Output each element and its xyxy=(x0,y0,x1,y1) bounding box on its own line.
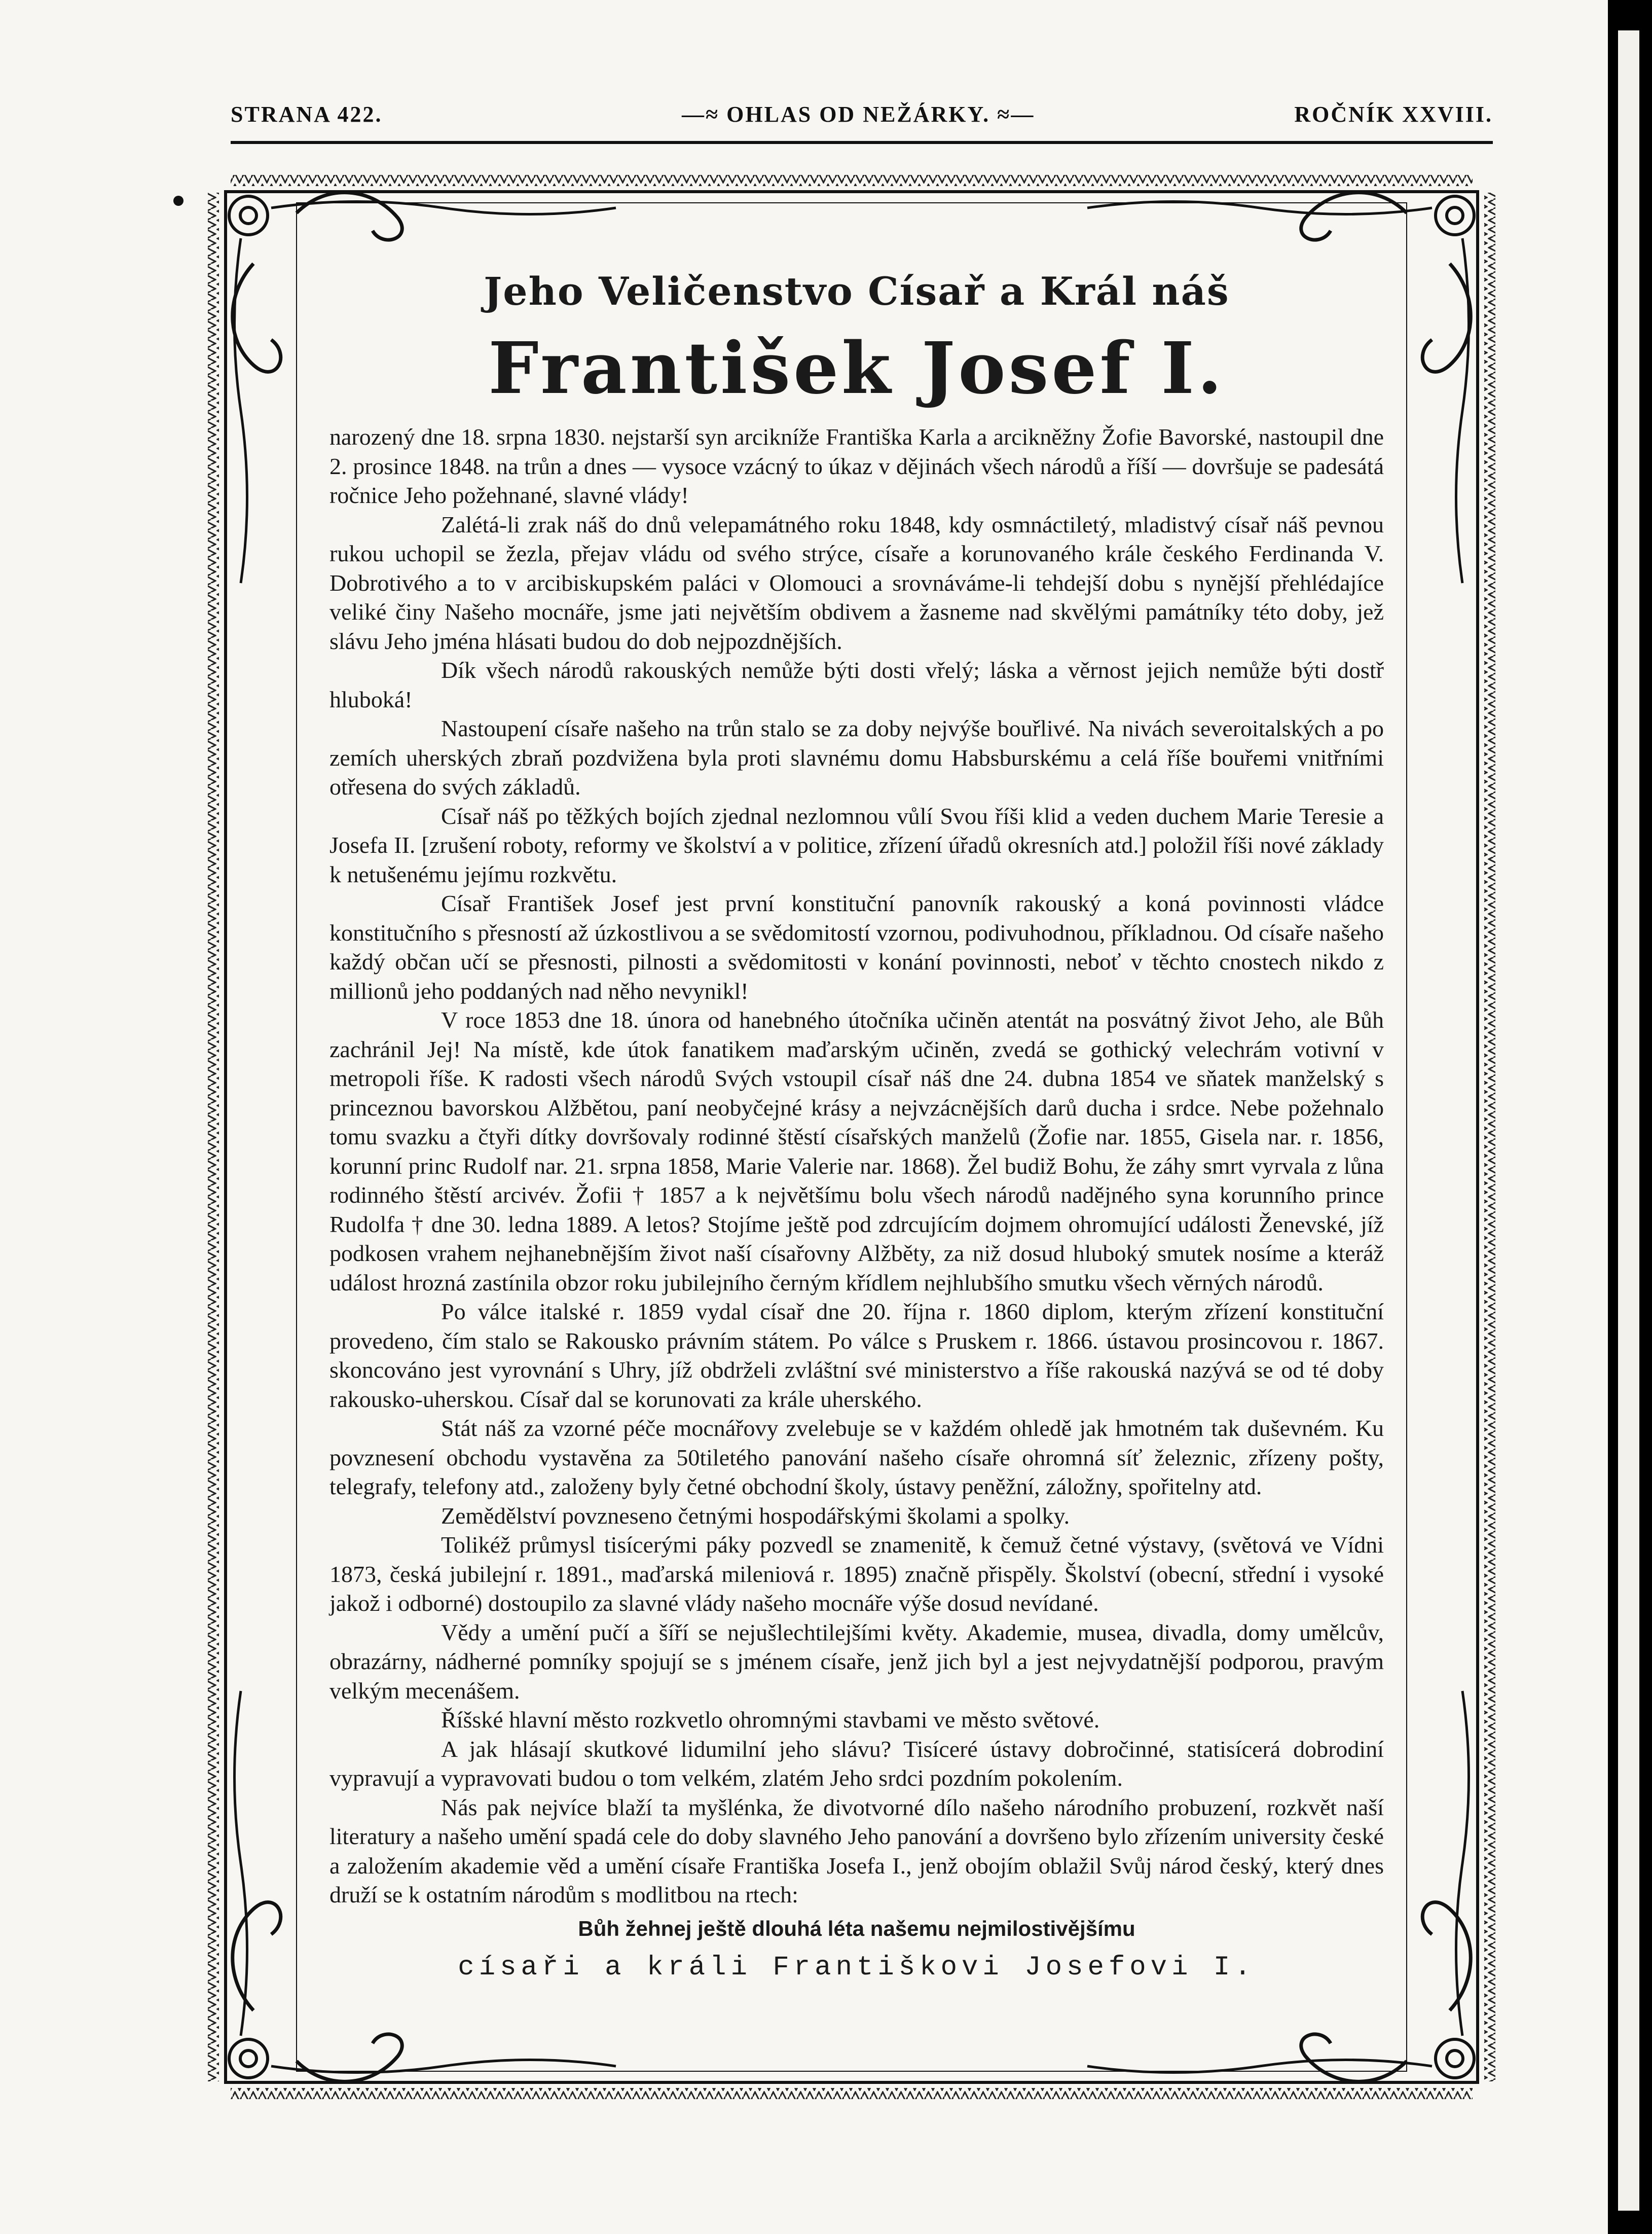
article-paragraph: Zalétá-li zrak náš do dnů velepamátného roku 1848, kdy osmnáctiletý, mladistvý císař náš pevnou rukou uchopil se žezla, přejav vládu od svého strýce, císaře a korunovaného krále českého Ferdinanda V. Dobrotivého a to v arcibiskupském paláci v Olomouci a srovnáváme-li tehdejší dobu s nynější přehlédajíce veliké činy Našeho mocnáře, jsme jati největším obdivem a žasneme nad skvělými památníky této doby, jež slávu Jeho jména hlásati budou do dob nejpozdnějších. xyxy=(329,511,1384,654)
header-rule xyxy=(231,141,1493,144)
article-paragraph: A jak hlásají skutkové lidumilní jeho slávu? Tisíceré ústavy dobročinné, statisícerá dobrodiní vypravují a vypravovati budou o tom velkém, zlatém Jeho srdci pozdním pokolením. xyxy=(329,1736,1384,1791)
volume-number: ROČNÍK XXVIII. xyxy=(1294,102,1493,127)
article-paragraph: Tolikéž průmysl tisícerými páky pozvedl se znamenitě, k čemuž četné výstavy, (světová ve Vídni 1873, česká jubilejní r. 1891., maďarská mileniová r. 1895) značně přispěly. Školství (obecní, střední i vysoké jakož i odborné) dostoupilo za slavné vlády našeho mocnáře výše dosud nevídané. xyxy=(329,1532,1384,1616)
closing-dedication: císaři a králi Františkovi Josefovi I. xyxy=(458,1952,1256,1983)
article-paragraph: V roce 1853 dne 18. února od hanebného útočníka učiněn atentát na posvátný život Jeho, ale Bůh zachránil Jej! Na místě, kde útok fanatikem maďarským učiněn, zvedá se gothický velechrám votivní v metropoli říše. K radosti všech národů Svých vstoupil císař náš dne 24. dubna 1854 ve sňatek manželský s princeznou bavorskou Alžbětou, paní neobyčejné krásy a nejvzácnějších darů ducha i srdce. Nebe požehnalo tomu svazku a čtyři dítky dovršovaly rodinné štěstí císařských manželů (Žofie nar. 1855, Gisela nar. r. 1856, korunní princ Rudolf nar. 21. srpna 1858, Marie Valerie nar. 1868). Žel budiž Bohu, že záhy smrt vyrvala z lůna rodinného štěstí arcivév. Žofii † 1857 a k největšímu bolu všech národů nadějného syna korunního prince Rudolfa † dne 30. ledna 1889. A letos? Stojíme ještě pod zdrcujícím dojmem ohromující události Ženevské, jíž podkosen vrahem nejhanebnějším život naší císařovny Alžběty, za niž dosud hluboký smutek nosíme a kteráž událost hrozná zastínila obzor roku jubilejního černým křídlem nejhlubšího smutku všech věrných národů. xyxy=(329,1007,1384,1295)
page-header xyxy=(231,101,1493,142)
article-paragraph: Říšské hlavní město rozkvetlo ohromnými stavbami ve město světové. xyxy=(441,1707,1100,1733)
article-kicker: Jeho Veličenstvo Císař a Král náš xyxy=(484,269,1230,314)
article-headline: František Josef I. xyxy=(488,327,1225,410)
margin-dot xyxy=(173,196,183,206)
page-number: STRANA 422. xyxy=(231,102,383,127)
article-paragraph: narozený dne 18. srpna 1830. nejstarší syn arcikníže Františka Karla a arcikněžny Žofie Bavorské, nastoupil dne 2. prosince 1848. na trůn a dnes — vysoce vzácný to úkaz v dějinách všech národů a říší — dovršuje se padesátá ročnice Jeho požehnané, slavné vlády! xyxy=(329,424,1384,508)
article-paragraph: Po válce italské r. 1859 vydal císař dne 20. října r. 1860 diplom, kterým zřízení konstituční provedeno, čím stalo se Rakousko právním státem. Po válce s Pruskem r. 1866. ústavou prosincovou r. 1867. skoncováno jest vyrovnání s Uhry, jíž obdrželi zvláštní své ministerstvo a říše rakouská nazývá se od té doby rakousko-uherskou. Císař dal se korunovati za krále uherského. xyxy=(329,1299,1384,1412)
article-paragraph: Císař František Josef jest první konstituční panovník rakouský a koná povinnosti vládce konstitučního s přesností až úzkostlivou a se svědomitostí vzornou, podivuhodnou, příkladnou. Od císaře našeho každý občan učí se přesnosti, pilnosti a svědomitosti v konání povinnosti, neboť v těchto cnostech nikdo z millionů jeho poddaných nad něho nevynikl! xyxy=(329,890,1384,1004)
article-paragraph: Císař náš po těžkých bojích zjednal nezlomnou vůlí Svou říši klid a veden duchem Marie Teresie a Josefa II. [zrušení roboty, reformy ve školství a v politice, zřízení úřadů okresních atd.] položil říši nové základy k netušenému jejímu rozkvětu. xyxy=(329,803,1384,887)
article-paragraph: Zemědělství povzneseno četnými hospodářskými školami a spolky. xyxy=(441,1502,1070,1529)
scan-margin xyxy=(1608,0,1652,2234)
article-paragraph: Nastoupení císaře našeho na trůn stalo se za doby nejvýše bouřlivé. Na nivách severoitalských a po zemích uherských zbraň pozdvižena byla proti slavnému domu Habsburskému a celá říše bouřemi vnitřními otřesena do svých základů. xyxy=(329,715,1384,800)
article-paragraph: Vědy a umění pučí a šíří se nejušlechtilejšími květy. Akademie, musea, divadla, domy umělcův, obrazárny, nádherné pomníky spojují se s jménem císaře, jenž jich byl a jest nejvydatnější podporou, pravým velkým mecenášem. xyxy=(329,1619,1384,1704)
article-paragraph: Stát náš za vzorné péče mocnářovy zvelebuje se v každém ohledě jak hmotném tak duševném. Ku povznesení obchodu vystavěna za 50tiletého panování našeho císaře ohromná síť železnic, zřízeny pošty, telegrafy, telefony atd., založeny byly četné obchodní školy, ústavy peněžní, záložny, spořitelny atd. xyxy=(329,1415,1384,1499)
article xyxy=(329,264,1384,2053)
adjacent-page-edge xyxy=(1618,30,1639,2211)
journal-title: —≈ OHLAS OD NEŽÁRKY. ≈— xyxy=(682,102,1035,127)
article-paragraph: Nás pak nejvíce blaží ta myšlénka, že divotvorné dílo našeho národního probuzení, rozkvět naší literatury a našeho umění spadá cele do doby slavného Jeho panování a dovršeno bylo zřízením university české a založením akademie věd a umění císaře Františka Josefa I., jenž obojím oblažil Svůj národ český, který dnes druží se k ostatním národům s modlitbou na rtech: xyxy=(329,1794,1384,1907)
closing-blessing: Bůh žehnej ještě dlouhá léta našemu nejmilostivějšímu xyxy=(578,1916,1135,1940)
article-paragraph: Dík všech národů rakouských nemůže býti dosti vřelý; láska a věrnost jejich nemůže býti dostř hluboká! xyxy=(329,657,1384,712)
